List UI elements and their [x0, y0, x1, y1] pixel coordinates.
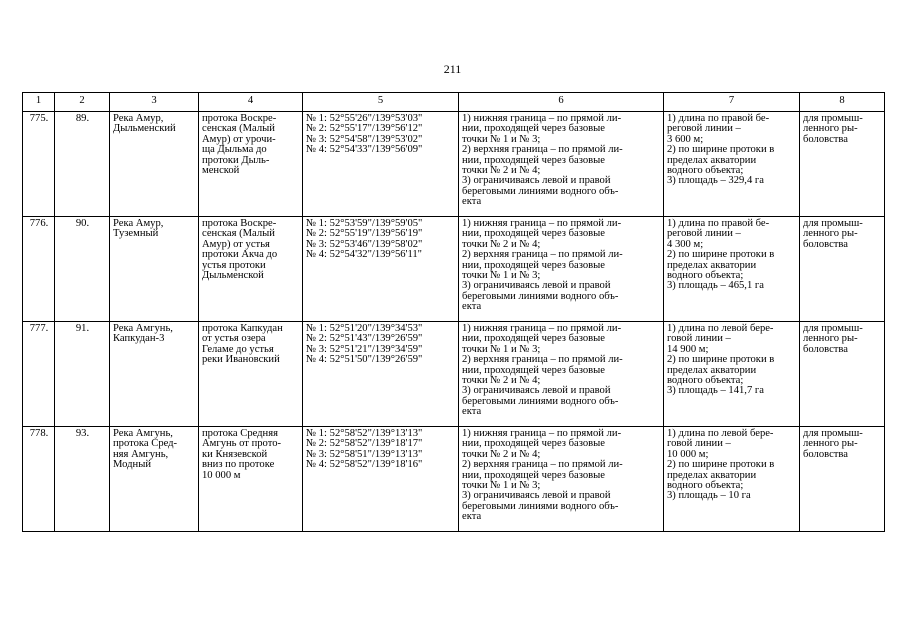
cell-text-line: 3) ограничиваясь левой и правой: [462, 280, 611, 292]
cell-text-line: 3) ограничиваясь левой и правой: [462, 490, 611, 502]
area-name-cell: [110, 112, 199, 217]
cell-text-line: говой линии –: [667, 333, 731, 345]
cell-text-line: точки № 1 и № 3;: [462, 480, 541, 492]
area-name-cell: [110, 427, 199, 532]
cell-text-line: няя Амгунь,: [113, 448, 169, 460]
cell-text-line: боловства: [803, 343, 848, 355]
cell-text-line: точки № 1 и № 3;: [462, 133, 541, 145]
cell-text-line: № 3: 52°53'46"/139°58'02": [306, 238, 423, 250]
cell-text-line: протока Воскре-: [202, 218, 277, 229]
cell-text-line: 1) длина по правой бе-: [667, 218, 770, 229]
header-row: [23, 93, 885, 112]
cell-text-line: нии, проходящей через базовые: [462, 228, 605, 240]
cell-text-line: протока Средняя: [202, 428, 278, 439]
cell-text-line: 3) площадь – 10 га: [667, 490, 751, 502]
cell-text-line: 3) ограничиваясь левой и правой: [462, 385, 611, 397]
cell-text-line: 3) площадь – 329,4 га: [667, 175, 764, 187]
cell-text-line: № 1: 52°58'52"/139°13'13": [306, 428, 423, 439]
cell-text-line: боловства: [803, 238, 848, 250]
cell-text-line: 2) верхняя граница – по прямой ли-: [462, 354, 623, 366]
cell-text-line: № 4: 52°54'33"/139°56'09": [306, 144, 423, 156]
cell-text-line: ща Дыльма до: [202, 144, 267, 156]
cell-text-line: боловства: [803, 448, 848, 460]
cell-text-line: № 3: 52°51'21"/139°34'59": [306, 343, 423, 355]
cell-text-line: № 4: 52°54'32"/139°56'11": [306, 249, 422, 261]
header-cell: 8: [800, 93, 885, 112]
cell-text-line: 3) площадь – 465,1 га: [667, 280, 764, 292]
cell-text-line: 3) площадь – 141,7 га: [667, 385, 764, 397]
cell-text-line: нии, проходящей через базовые: [462, 469, 605, 481]
table-row: [23, 427, 885, 532]
row-number-cell: 778.: [23, 427, 55, 532]
cell-text-line: водного объекта;: [667, 270, 744, 282]
cell-text-line: протока Воскре-: [202, 113, 277, 124]
cell-text-line: екта: [462, 406, 482, 418]
cell-text-line: ленного ры-: [803, 438, 858, 450]
cell-text-line: протоки Акча до: [202, 249, 278, 261]
cell-text-line: сенская (Малый: [202, 123, 275, 135]
cell-text-line: 2) по ширине протоки в: [667, 459, 775, 471]
cell-text-line: протока Капкудан: [202, 323, 283, 334]
cell-text-line: говой линии –: [667, 438, 731, 450]
row-number-cell: 776.: [23, 217, 55, 322]
cell-text-line: пределах акватории: [667, 469, 757, 481]
coordinates-cell: [303, 427, 459, 532]
cell-text-line: 2) по ширине протоки в: [667, 354, 775, 366]
cell-text-line: ки Князевской: [202, 448, 268, 460]
cell-text-line: Амгунь от прото-: [202, 438, 282, 450]
cell-text-line: № 2: 52°58'52"/139°18'17": [306, 438, 423, 450]
cell-text-line: 3 600 м;: [667, 133, 704, 145]
fishing-areas-table: [22, 92, 885, 532]
header-cell: 2: [55, 93, 110, 112]
purpose-cell: [800, 427, 885, 532]
table-row: [23, 217, 885, 322]
area-name-cell: [110, 322, 199, 427]
cell-text-line: Река Амур,: [113, 218, 164, 229]
coordinates-cell: [303, 112, 459, 217]
purpose-cell: [800, 322, 885, 427]
cell-text-line: для промыш-: [803, 218, 863, 229]
coordinates-cell: [303, 217, 459, 322]
area-number-cell: 91.: [55, 322, 110, 427]
cell-text-line: екта: [462, 196, 482, 208]
area-number-cell: 90.: [55, 217, 110, 322]
cell-text-line: 10 000 м;: [667, 448, 709, 460]
cell-text-line: менской: [202, 165, 240, 177]
cell-text-line: Амур) от устья: [202, 238, 270, 250]
cell-text-line: ленного ры-: [803, 123, 858, 135]
cell-text-line: 2) верхняя граница – по прямой ли-: [462, 144, 623, 156]
cell-text-line: 1) нижняя граница – по прямой ли-: [462, 113, 622, 124]
cell-text-line: Капкудан-3: [113, 333, 165, 345]
cell-text-line: вниз по протоке: [202, 459, 275, 471]
cell-text-line: для промыш-: [803, 323, 863, 334]
cell-text-line: водного объекта;: [667, 165, 744, 177]
cell-text-line: 3) ограничиваясь левой и правой: [462, 175, 611, 187]
cell-text-line: точки № 2 и № 4;: [462, 375, 541, 387]
cell-text-line: 1) нижняя граница – по прямой ли-: [462, 428, 622, 439]
cell-text-line: 2) по ширине протоки в: [667, 249, 775, 261]
row-number-cell: 775.: [23, 112, 55, 217]
cell-text-line: № 4: 52°51'50"/139°26'59": [306, 354, 423, 366]
area-number-cell: 93.: [55, 427, 110, 532]
borders-cell: [459, 217, 664, 322]
cell-text-line: пределах акватории: [667, 259, 757, 271]
cell-text-line: 1) длина по левой бере-: [667, 323, 774, 334]
cell-text-line: нии, проходящей через базовые: [462, 259, 605, 271]
cell-text-line: 1) нижняя граница – по прямой ли-: [462, 218, 622, 229]
cell-text-line: береговыми линиями водного объ-: [462, 290, 619, 302]
borders-cell: [459, 112, 664, 217]
cell-text-line: пределах акватории: [667, 364, 757, 376]
area-size-cell: [664, 217, 800, 322]
cell-text-line: Геламе до устья: [202, 343, 274, 355]
cell-text-line: водного объекта;: [667, 375, 744, 387]
cell-text-line: точки № 2 и № 4;: [462, 238, 541, 250]
borders-cell: [459, 427, 664, 532]
cell-text-line: № 3: 52°58'51"/139°13'13": [306, 448, 423, 460]
cell-text-line: Дыльменской: [202, 270, 264, 282]
borders-cell: [459, 322, 664, 427]
cell-text-line: протока Сред-: [113, 438, 178, 450]
cell-text-line: береговыми линиями водного объ-: [462, 185, 619, 197]
cell-text-line: протоки Дыль-: [202, 154, 270, 166]
area-location-cell: [199, 217, 303, 322]
area-size-cell: [664, 322, 800, 427]
cell-text-line: сенская (Малый: [202, 228, 275, 240]
header-cell: 7: [664, 93, 800, 112]
cell-text-line: береговыми линиями водного объ-: [462, 395, 619, 407]
cell-text-line: реки Ивановский: [202, 354, 280, 366]
cell-text-line: реговой линии –: [667, 228, 741, 240]
cell-text-line: № 3: 52°54'58"/139°53'02": [306, 133, 423, 145]
cell-text-line: 4 300 м;: [667, 238, 704, 250]
area-location-cell: [199, 112, 303, 217]
cell-text-line: Модный: [113, 459, 151, 471]
cell-text-line: нии, проходящей через базовые: [462, 154, 605, 166]
cell-text-line: Река Амур,: [113, 113, 164, 124]
cell-text-line: 14 900 м;: [667, 343, 709, 355]
cell-text-line: Река Амгунь,: [113, 323, 173, 334]
cell-text-line: от устья озера: [202, 333, 266, 345]
cell-text-line: точки № 1 и № 3;: [462, 270, 541, 282]
cell-text-line: ленного ры-: [803, 228, 858, 240]
cell-text-line: № 1: 52°55'26"/139°53'03": [306, 113, 423, 124]
cell-text-line: для промыш-: [803, 113, 863, 124]
cell-text-line: ленного ры-: [803, 333, 858, 345]
cell-text-line: 2) по ширине протоки в: [667, 144, 775, 156]
cell-text-line: точки № 1 и № 3;: [462, 343, 541, 355]
cell-text-line: 2) верхняя граница – по прямой ли-: [462, 249, 623, 261]
cell-text-line: екта: [462, 301, 482, 313]
cell-text-line: Дыльменский: [113, 123, 176, 135]
row-number-cell: 777.: [23, 322, 55, 427]
cell-text-line: 1) длина по левой бере-: [667, 428, 774, 439]
cell-text-line: екта: [462, 511, 482, 523]
coordinates-cell: [303, 322, 459, 427]
cell-text-line: 10 000 м: [202, 469, 241, 481]
header-cell: 4: [199, 93, 303, 112]
cell-text-line: береговыми линиями водного объ-: [462, 500, 619, 512]
header-cell: 6: [459, 93, 664, 112]
cell-text-line: нии, проходящей через базовые: [462, 123, 605, 135]
cell-text-line: нии, проходящей через базовые: [462, 438, 605, 450]
area-number-cell: 89.: [55, 112, 110, 217]
cell-text-line: Туземный: [113, 228, 159, 240]
cell-text-line: 2) верхняя граница – по прямой ли-: [462, 459, 623, 471]
cell-text-line: нии, проходящей через базовые: [462, 333, 605, 345]
cell-text-line: № 4: 52°58'52"/139°18'16": [306, 459, 423, 471]
cell-text-line: Река Амгунь,: [113, 428, 173, 439]
header-cell: 3: [110, 93, 199, 112]
header-cell: 5: [303, 93, 459, 112]
area-name-cell: [110, 217, 199, 322]
cell-text-line: № 2: 52°51'43"/139°26'59": [306, 333, 423, 345]
cell-text-line: реговой линии –: [667, 123, 741, 135]
header-cell: 1: [23, 93, 55, 112]
area-location-cell: [199, 322, 303, 427]
purpose-cell: [800, 112, 885, 217]
cell-text-line: нии, проходящей через базовые: [462, 364, 605, 376]
cell-text-line: 1) длина по правой бе-: [667, 113, 770, 124]
cell-text-line: Амур) от урочи-: [202, 133, 276, 145]
area-size-cell: [664, 112, 800, 217]
cell-text-line: боловства: [803, 133, 848, 145]
cell-text-line: № 2: 52°55'17"/139°56'12": [306, 123, 423, 135]
cell-text-line: № 2: 52°55'19"/139°56'19": [306, 228, 423, 240]
cell-text-line: устья протоки: [202, 259, 266, 271]
cell-text-line: водного объекта;: [667, 480, 744, 492]
cell-text-line: пределах акватории: [667, 154, 757, 166]
cell-text-line: № 1: 52°53'59"/139°59'05": [306, 218, 423, 229]
table-row: [23, 112, 885, 217]
cell-text-line: точки № 2 и № 4;: [462, 448, 541, 460]
cell-text-line: для промыш-: [803, 428, 863, 439]
area-location-cell: [199, 427, 303, 532]
purpose-cell: [800, 217, 885, 322]
page-number: 211: [443, 62, 462, 76]
cell-text-line: № 1: 52°51'20"/139°34'53": [306, 323, 423, 334]
table-row: [23, 322, 885, 427]
cell-text-line: 1) нижняя граница – по прямой ли-: [462, 323, 622, 334]
cell-text-line: точки № 2 и № 4;: [462, 165, 541, 177]
area-size-cell: [664, 427, 800, 532]
